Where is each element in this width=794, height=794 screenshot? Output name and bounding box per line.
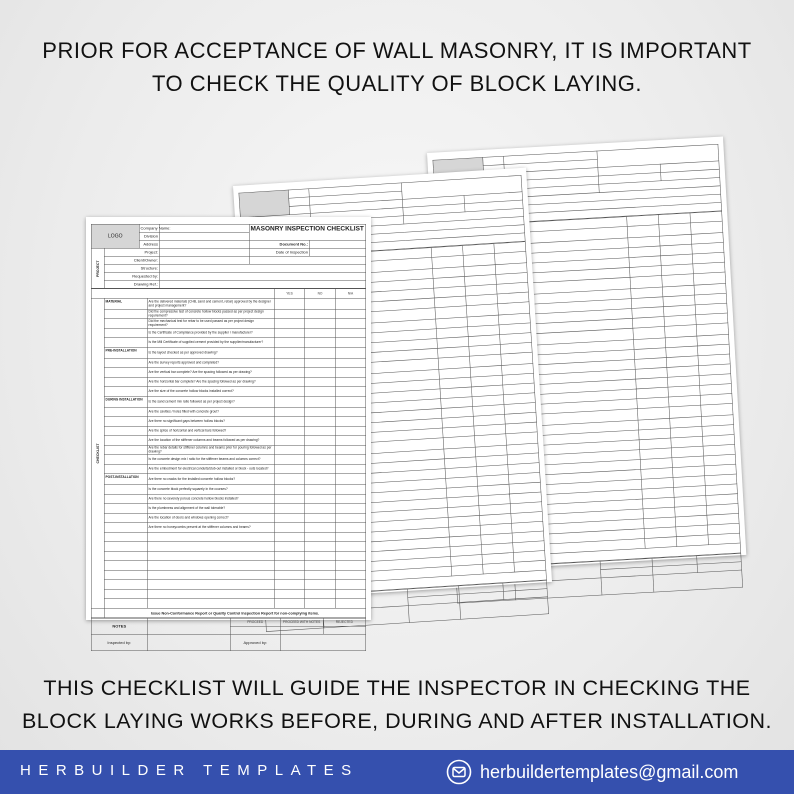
checklist-row: [91, 387, 366, 397]
checkbox-no[interactable]: [305, 319, 335, 329]
checklist-row: [91, 309, 366, 319]
issue-note: Issue Non-Conformance Report or Quality Control Inspection Report for non-complying items.: [104, 608, 366, 618]
blank: [249, 256, 366, 264]
checkbox-na[interactable]: [335, 387, 366, 397]
checklist-row: [91, 338, 366, 348]
notes-field[interactable]: [147, 618, 230, 634]
checklist-question: Is the concrete design mix / ratio for the stiffener beams and columns correct?: [147, 455, 274, 465]
empty-cell: [335, 570, 366, 580]
client-value: [159, 256, 249, 264]
empty-cell: [274, 542, 304, 552]
checkbox-na[interactable]: [335, 523, 366, 533]
company-field-value: [159, 240, 249, 248]
checklist-row: [91, 417, 366, 427]
checkbox-yes[interactable]: [274, 436, 304, 446]
category-cell: [104, 494, 147, 504]
checklist-row: [91, 436, 366, 446]
checkbox-na[interactable]: [335, 338, 366, 348]
checklist-question: Are the size of the concrete hollow blocks installed correct?: [147, 387, 274, 397]
email-address[interactable]: herbuildertemplates@gmail.com: [480, 761, 739, 782]
category-cell: [104, 358, 147, 368]
empty-cell: [104, 542, 147, 552]
decision-box[interactable]: [280, 626, 323, 634]
company-field-label: Address: [139, 240, 159, 248]
checkbox-na[interactable]: [335, 474, 366, 485]
empty-cell: [335, 561, 366, 571]
checkbox-no[interactable]: [305, 455, 335, 465]
headline-top: [0, 34, 794, 100]
checklist-section-label: CHECKLIST: [91, 298, 104, 608]
spacer: [249, 232, 366, 240]
checkbox-no[interactable]: [305, 485, 335, 495]
project-field-label: Drawing Ref.:: [104, 280, 159, 288]
checkbox-yes[interactable]: [274, 426, 304, 436]
empty-cell: [274, 599, 304, 609]
empty-cell: [147, 532, 274, 542]
checklist-question: Did the compressive test of concrete hollow blocks passed as per project design requirement?: [147, 309, 274, 319]
checklist-question: Are there no severely porous concrete hollow blocks installed?: [147, 494, 274, 504]
project-field-label: Requested by:: [104, 272, 159, 280]
empty-row: [91, 570, 366, 580]
checkbox-na[interactable]: [335, 504, 366, 514]
checklist-row: [91, 485, 366, 495]
empty-cell: [147, 599, 274, 609]
empty-cell: [104, 599, 147, 609]
blank: [91, 608, 104, 618]
checklist-row: [91, 377, 366, 387]
document-no-label: Document No.:: [249, 240, 309, 248]
checkbox-yes[interactable]: [274, 504, 304, 514]
checkbox-yes[interactable]: [274, 377, 304, 387]
headline-line: TO CHECK THE QUALITY OF BLOCK LAYING.: [152, 71, 642, 96]
checklist-row: [91, 523, 366, 533]
project-value: [159, 280, 366, 288]
category-cell: [104, 309, 147, 319]
checklist-question: Are the cavities / holes filled with concrete grout?: [147, 407, 274, 417]
checklist-row: [91, 328, 366, 338]
empty-cell: [305, 561, 335, 571]
empty-row: [91, 589, 366, 599]
checklist-question: Are there no cracks for the installed concrete hollow blocks?: [147, 474, 274, 485]
empty-row: [91, 551, 366, 561]
checklist-question: Are the rebar details for stiffener columns and beams prior for pouring followed as per drawing?: [147, 445, 274, 455]
empty-cell: [335, 599, 366, 609]
headline-line: THIS CHECKLIST WILL GUIDE THE INSPECTOR IN CHECKING THE: [43, 676, 751, 700]
checkbox-yes[interactable]: [274, 328, 304, 338]
empty-cell: [147, 551, 274, 561]
company-field-label: Division: [139, 232, 159, 240]
category-cell: [104, 504, 147, 514]
checkbox-no[interactable]: [305, 523, 335, 533]
empty-cell: [104, 532, 147, 542]
checkbox-na[interactable]: [335, 396, 366, 407]
checklist-question: Is the plumbness and alignment of the wall tolerable?: [147, 504, 274, 514]
category-cell: [104, 407, 147, 417]
empty-row: [91, 599, 366, 609]
checklist-row: [91, 426, 366, 436]
inspected-by-field[interactable]: [147, 634, 230, 651]
checkbox-no[interactable]: [305, 464, 335, 474]
project-field-label: Client/Owner:: [104, 256, 159, 264]
empty-cell: [274, 589, 304, 599]
empty-cell: [147, 580, 274, 590]
decision-box[interactable]: [323, 626, 366, 634]
checkbox-na[interactable]: [335, 464, 366, 474]
empty-cell: [335, 580, 366, 590]
empty-cell: [305, 599, 335, 609]
checkbox-yes[interactable]: [274, 417, 304, 427]
checkbox-no[interactable]: [305, 387, 335, 397]
checkbox-yes[interactable]: [274, 474, 304, 485]
checkbox-na[interactable]: [335, 328, 366, 338]
checkbox-no[interactable]: [305, 407, 335, 417]
document-no-value: [309, 240, 366, 248]
empty-row: [91, 561, 366, 571]
envelope-icon: [446, 759, 472, 785]
category-label: DURING INSTALLATION: [104, 396, 147, 407]
category-cell: [104, 417, 147, 427]
email-contact[interactable]: [446, 759, 738, 785]
checklist-row: [91, 455, 366, 465]
checkbox-na[interactable]: [335, 513, 366, 523]
empty-cell: [305, 542, 335, 552]
category-label: POST-INSTALLATION: [104, 474, 147, 485]
approved-by-label: Approved by:: [230, 634, 280, 651]
checkbox-na[interactable]: [335, 298, 366, 309]
column-header-yes: YES: [274, 289, 304, 299]
checkbox-yes[interactable]: [274, 464, 304, 474]
checklist-question: Are there no significant gaps between hollow blocks?: [147, 417, 274, 427]
checklist-row: [91, 396, 366, 407]
checklist-question: Is the layout checked as per approved drawing?: [147, 347, 274, 358]
checkbox-na[interactable]: [335, 377, 366, 387]
category-cell: [104, 377, 147, 387]
masonry-checklist-sheet: [86, 217, 371, 645]
checklist-row: [91, 474, 366, 485]
checklist-row: [91, 319, 366, 329]
checklist-question: Are the vertical bar complete? Are the spacing followed as per drawing?: [147, 368, 274, 378]
checklist-row: [91, 513, 366, 523]
inspected-by-label: Inspected by:: [91, 634, 147, 651]
headline-line: PRIOR FOR ACCEPTANCE OF WALL MASONRY, IT IS IMPORTANT: [42, 38, 752, 63]
category-cell: [104, 368, 147, 378]
checkbox-no[interactable]: [305, 396, 335, 407]
checkbox-no[interactable]: [305, 328, 335, 338]
empty-row: [91, 532, 366, 542]
empty-cell: [305, 589, 335, 599]
empty-cell: [147, 589, 274, 599]
category-label: PRE-INSTALLATION: [104, 347, 147, 358]
checkbox-no[interactable]: [305, 417, 335, 427]
checklist-question: Are the survey reports approved and completed?: [147, 358, 274, 368]
headline-bottom: [0, 672, 794, 738]
notes-label: NOTES: [91, 618, 147, 634]
category-cell: [104, 523, 147, 533]
checkbox-no[interactable]: [305, 513, 335, 523]
checklist-question: Are the horizontal bar complete? Are the spacing followed as per drawing?: [147, 377, 274, 387]
empty-cell: [335, 551, 366, 561]
category-cell: [104, 464, 147, 474]
checkbox-yes[interactable]: [274, 494, 304, 504]
checkbox-no[interactable]: [305, 347, 335, 358]
checklist-question: Is the concrete block perfectly squarely in the courses?: [147, 485, 274, 495]
empty-cell: [274, 551, 304, 561]
approved-by-label: [408, 602, 460, 622]
checkbox-yes[interactable]: [274, 523, 304, 533]
checkbox-no[interactable]: [305, 426, 335, 436]
logo-placeholder: LOGO: [91, 224, 139, 248]
checkbox-no[interactable]: [305, 298, 335, 309]
checkbox-yes[interactable]: [274, 338, 304, 348]
checkbox-yes[interactable]: [274, 319, 304, 329]
checklist-row: [91, 445, 366, 455]
checklist-question: Are the delivered materials (CHB, sand and cement, rebar) approved by the designer and project management?: [147, 298, 274, 309]
empty-cell: [104, 580, 147, 590]
empty-cell: [104, 551, 147, 561]
category-cell: [104, 338, 147, 348]
approved-by-label: [601, 575, 654, 595]
empty-cell: [104, 561, 147, 571]
sheet-title: MASONRY INSPECTION CHECKLIST: [250, 224, 364, 233]
checklist-row: [91, 494, 366, 504]
project-value: [159, 264, 366, 272]
empty-cell: [104, 589, 147, 599]
empty-row: [91, 580, 366, 590]
checkbox-na[interactable]: [335, 426, 366, 436]
project-field-label: Project:: [104, 248, 159, 256]
empty-cell: [305, 532, 335, 542]
checklist-row: [91, 347, 366, 358]
approved-by-field[interactable]: [280, 634, 366, 651]
checkbox-yes[interactable]: [274, 368, 304, 378]
project-section-label: PROJECT: [91, 248, 104, 288]
checkbox-na[interactable]: [335, 494, 366, 504]
date-label: Date of Inspection: [249, 248, 309, 256]
empty-cell: [147, 570, 274, 580]
empty-cell: [335, 589, 366, 599]
checkbox-na[interactable]: [335, 368, 366, 378]
checkbox-yes[interactable]: [274, 347, 304, 358]
checkbox-no[interactable]: [305, 494, 335, 504]
empty-cell: [335, 532, 366, 542]
checkbox-yes[interactable]: [274, 298, 304, 309]
empty-cell: [104, 570, 147, 580]
company-field-value: [159, 224, 249, 232]
checklist-question: Did the mechanical test for rebar to be used passed as per project design requirement?: [147, 319, 274, 329]
checkbox-yes[interactable]: [274, 407, 304, 417]
category-cell: [104, 485, 147, 495]
checkbox-yes[interactable]: [274, 309, 304, 319]
checklist-question: Are the embedment for electrical conduits/stub-out installed or block - outs located?: [147, 464, 274, 474]
checkbox-na[interactable]: [335, 358, 366, 368]
checkbox-na[interactable]: [335, 436, 366, 446]
checkbox-na[interactable]: [335, 347, 366, 358]
checkbox-na[interactable]: [335, 455, 366, 465]
column-header-na: N/A: [335, 289, 366, 299]
approval-table: [91, 618, 366, 651]
checklist-table: [91, 289, 366, 619]
empty-cell: [305, 580, 335, 590]
checklist-row: [91, 407, 366, 417]
checklist-question: Are the location of the stiffener columns and beams followed as per drawing?: [147, 436, 274, 446]
empty-cell: [274, 532, 304, 542]
checkbox-yes[interactable]: [274, 485, 304, 495]
category-cell: [104, 387, 147, 397]
checklist-row: [91, 464, 366, 474]
footer-bar: [0, 750, 794, 794]
category-cell: [104, 426, 147, 436]
empty-cell: [274, 580, 304, 590]
checkbox-na[interactable]: [335, 319, 366, 329]
project-value: [159, 248, 249, 256]
checkbox-no[interactable]: [305, 338, 335, 348]
empty-cell: [147, 542, 274, 552]
checklist-question: Is the Mill Certificate of supplied cement provided by the supplier/manufacturer?: [147, 338, 274, 348]
sheet-front: [86, 217, 371, 645]
checkbox-yes[interactable]: [274, 387, 304, 397]
empty-cell: [305, 551, 335, 561]
decision-proceed[interactable]: PROCEED: [230, 618, 280, 626]
category-cell: [104, 445, 147, 455]
checkbox-yes[interactable]: [274, 455, 304, 465]
decision-rejected[interactable]: REJECTED: [323, 618, 366, 626]
project-field-label: Structure:: [104, 264, 159, 272]
blank: [91, 289, 274, 299]
empty-cell: [274, 561, 304, 571]
checklist-row: [91, 358, 366, 368]
date-value: [309, 248, 366, 256]
category-cell: [104, 319, 147, 329]
decision-proceed-with-notes[interactable]: PROCEED WITH NOTES: [280, 618, 323, 626]
checkbox-no[interactable]: [305, 358, 335, 368]
checkbox-na[interactable]: [335, 485, 366, 495]
company-field-value: [159, 232, 249, 240]
checkbox-na[interactable]: [335, 445, 366, 455]
empty-cell: [147, 561, 274, 571]
checkbox-na[interactable]: [335, 417, 366, 427]
empty-cell: [335, 542, 366, 552]
checklist-row: [91, 368, 366, 378]
category-cell: [104, 455, 147, 465]
checklist-question: Is the Certificate of Compliance provided by the supplier / manufacturer?: [147, 328, 274, 338]
checklist-row: [91, 298, 366, 309]
checkbox-no[interactable]: [305, 436, 335, 446]
category-label: MATERIAL: [104, 298, 147, 309]
checklist-question: Are the splice of horizontal and vertical bars followed?: [147, 426, 274, 436]
checkbox-yes[interactable]: [274, 513, 304, 523]
checkbox-yes[interactable]: [274, 396, 304, 407]
headline-line: BLOCK LAYING WORKS BEFORE, DURING AND AFTER INSTALLATION.: [21, 709, 773, 733]
checklist-question: Is the sand cement mix ratio followed as per project design?: [147, 396, 274, 407]
brand-name: HERBUILDER TEMPLATES: [20, 762, 359, 779]
checklist-question: Are there no honeycombs present at the stiffener columns and beams?: [147, 523, 274, 533]
checkbox-no[interactable]: [305, 309, 335, 319]
category-cell: [104, 328, 147, 338]
checkbox-no[interactable]: [305, 368, 335, 378]
checkbox-yes[interactable]: [274, 358, 304, 368]
logo-placeholder: [239, 190, 290, 218]
approved-by-field[interactable]: [653, 570, 743, 592]
empty-row: [91, 542, 366, 552]
checklist-question: Are the location of doors and windows opening correct?: [147, 513, 274, 523]
category-cell: [104, 513, 147, 523]
company-field-label: Company Name:: [140, 226, 171, 231]
checkbox-no[interactable]: [305, 504, 335, 514]
checkbox-no[interactable]: [305, 377, 335, 387]
checkbox-yes[interactable]: [274, 445, 304, 455]
empty-cell: [274, 570, 304, 580]
checklist-row: [91, 504, 366, 514]
checkbox-no[interactable]: [305, 474, 335, 485]
checkbox-na[interactable]: [335, 309, 366, 319]
checkbox-na[interactable]: [335, 407, 366, 417]
checkbox-no[interactable]: [305, 445, 335, 455]
project-value: [159, 272, 366, 280]
empty-cell: [305, 570, 335, 580]
column-header-no: NO: [305, 289, 335, 299]
decision-box[interactable]: [230, 626, 280, 634]
category-cell: [104, 436, 147, 446]
sheet-header: [91, 224, 366, 289]
